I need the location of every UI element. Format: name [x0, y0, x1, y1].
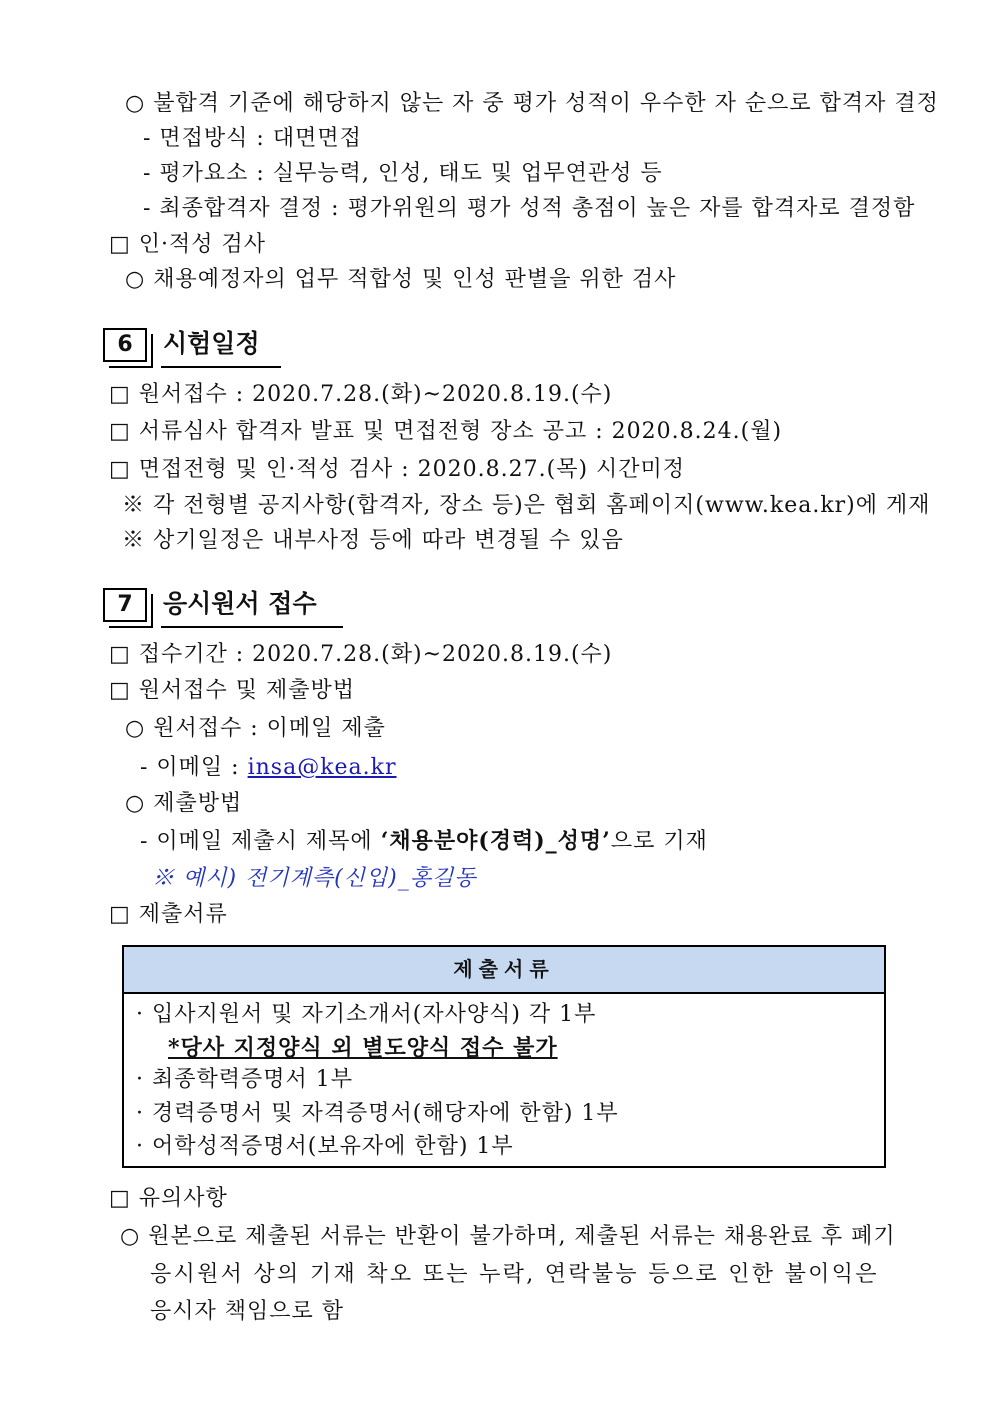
table-row: · 입사지원서 및 자기소개서(자사양식) 각 1부	[136, 1002, 597, 1027]
table-row: · 어학성적증명서(보유자에 한함) 1부	[136, 1134, 514, 1159]
bullet-line: ○ 채용예정자의 업무 적합성 및 인성 판별을 위한 검사	[125, 267, 677, 292]
email-label: - 이메일 :	[140, 755, 248, 780]
email-link[interactable]: insa@kea.kr	[247, 755, 397, 780]
schedule-line: □ 서류심사 합격자 발표 및 면접전형 장소 공고 : 2020.8.24.(월)	[109, 419, 783, 444]
section-number-box: 7	[103, 588, 147, 622]
section-line: □ 원서접수 및 제출방법	[109, 678, 356, 703]
heading-underline	[161, 626, 343, 628]
notes-line: 응시자 책임으로 함	[150, 1299, 345, 1324]
section-number-box: 6	[103, 328, 147, 362]
table-row: · 경력증명서 및 자격증명서(해당자에 한함) 1부	[136, 1101, 619, 1126]
submit-pre: - 이메일 제출시 제목에	[140, 829, 381, 854]
dash-line: - 면접방식 : 대면면접	[143, 126, 362, 151]
notes-line: 응시원서 상의 기재 착오 또는 누락, 연락불능 등으로 인한 불이익은	[150, 1262, 879, 1287]
dash-line: - 최종합격자 결정 : 평가위원의 평가 성적 총점이 높은 자를 합격자로 결정함	[143, 196, 916, 221]
documents-table	[122, 945, 886, 1168]
schedule-line: □ 원서접수 : 2020.7.28.(화)~2020.8.19.(수)	[109, 382, 613, 407]
submit-title-format: ‘채용분야(경력)_성명’	[380, 828, 611, 854]
period-line: □ 접수기간 : 2020.7.28.(화)~2020.8.19.(수)	[109, 642, 613, 667]
section-heading-6	[103, 328, 279, 368]
example-line: ※ 예시) 전기계측(신입)_홍길동	[152, 866, 477, 891]
section-heading-7	[103, 588, 317, 628]
heading-underline	[161, 366, 281, 368]
dash-line: - 평가요소 : 실무능력, 인성, 태도 및 업무연관성 등	[143, 161, 663, 186]
section-title: 응시원서 접수	[163, 589, 317, 618]
section-line: □ 제출서류	[109, 902, 228, 927]
note-line: ※ 상기일정은 내부사정 등에 따라 변경될 수 있음	[122, 528, 624, 553]
bullet-line: ○ 제출방법	[125, 791, 243, 816]
table-header: 제출서류	[124, 947, 884, 994]
notes-line: ○ 원본으로 제출된 서류는 반환이 불가하며, 제출된 서류는 채용완료 후 폐기	[120, 1224, 896, 1249]
email-line	[140, 753, 397, 783]
note-line: ※ 각 전형별 공지사항(합격자, 장소 등)은 협회 홈페이지(www.kea.kr)에 게재	[122, 493, 931, 518]
schedule-line: □ 면접전형 및 인·적성 검사 : 2020.8.27.(목) 시간미정	[109, 457, 686, 482]
section-title: 시험일정	[163, 329, 260, 358]
table-note: *당사 지정양식 외 별도양식 접수 불가	[168, 1035, 558, 1061]
submit-method-line	[140, 826, 708, 857]
section-line: □ 유의사항	[109, 1186, 228, 1211]
table-row: · 최종학력증명서 1부	[136, 1067, 353, 1092]
bullet-line: ○ 원서접수 : 이메일 제출	[125, 716, 386, 741]
submit-post: 으로 기재	[610, 829, 708, 854]
bullet-line: ○ 불합격 기준에 해당하지 않는 자 중 평가 성적이 우수한 자 순으로 합격자 결정	[125, 91, 939, 116]
section-line: □ 인·적성 검사	[109, 232, 267, 257]
